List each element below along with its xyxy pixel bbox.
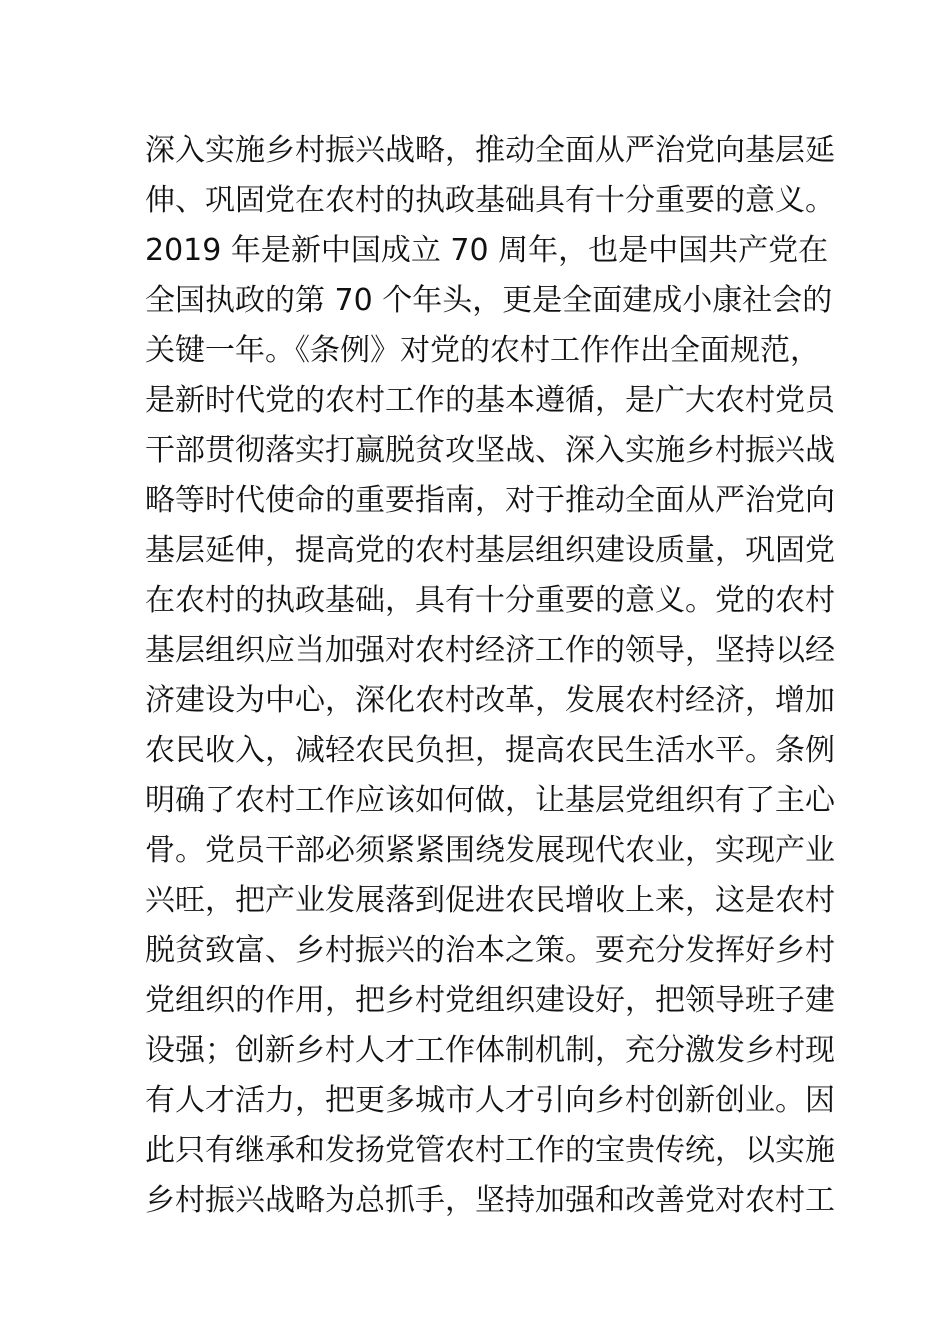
text-line-11: 基层组织应当加强对农村经济工作的领导，坚持以经	[145, 633, 835, 668]
text-line-18: 党组织的作用，把乡村党组织建设好，把领导班子建	[145, 983, 835, 1018]
text-line-21: 此只有继承和发扬党管农村工作的宝贵传统，以实施	[145, 1133, 835, 1168]
text-line-8: 略等时代使命的重要指南，对于推动全面从严治党向	[145, 483, 835, 518]
text-line-17: 脱贫致富、乡村振兴的治本之策。要充分发挥好乡村	[145, 933, 835, 968]
text-line-1: 深入实施乡村振兴战略，推动全面从严治党向基层延	[145, 133, 835, 168]
text-line-6: 是新时代党的农村工作的基本遵循，是广大农村党员	[145, 383, 835, 418]
text-line-4: 全国执政的第 70 个年头，更是全面建成小康社会的	[145, 283, 833, 318]
body-text	[145, 126, 835, 1226]
text-line-10: 在农村的执政基础，具有十分重要的意义。党的农村	[145, 583, 835, 618]
text-line-20: 有人才活力，把更多城市人才引向乡村创新创业。因	[145, 1083, 835, 1118]
text-line-12: 济建设为中心，深化农村改革，发展农村经济，增加	[145, 683, 835, 718]
text-line-3: 2019 年是新中国成立 70 周年，也是中国共产党在	[145, 233, 829, 268]
text-line-14: 明确了农村工作应该如何做，让基层党组织有了主心	[145, 783, 835, 818]
text-line-5: 关键一年。《条例》对党的农村工作作出全面规范，	[145, 333, 820, 368]
text-line-2: 伸、巩固党在农村的执政基础具有十分重要的意义。	[145, 183, 835, 218]
text-line-7: 干部贯彻落实打赢脱贫攻坚战、深入实施乡村振兴战	[145, 433, 835, 468]
text-line-13: 农民收入，减轻农民负担，提高农民生活水平。条例	[145, 733, 835, 768]
text-line-19: 设强；创新乡村人才工作体制机制，充分激发乡村现	[145, 1033, 835, 1068]
text-line-9: 基层延伸，提高党的农村基层组织建设质量，巩固党	[145, 533, 835, 568]
text-line-16: 兴旺，把产业发展落到促进农民增收上来，这是农村	[145, 883, 835, 918]
text-line-22: 乡村振兴战略为总抓手，坚持加强和改善党对农村工	[145, 1183, 835, 1218]
text-line-15: 骨。党员干部必须紧紧围绕发展现代农业，实现产业	[145, 833, 835, 868]
